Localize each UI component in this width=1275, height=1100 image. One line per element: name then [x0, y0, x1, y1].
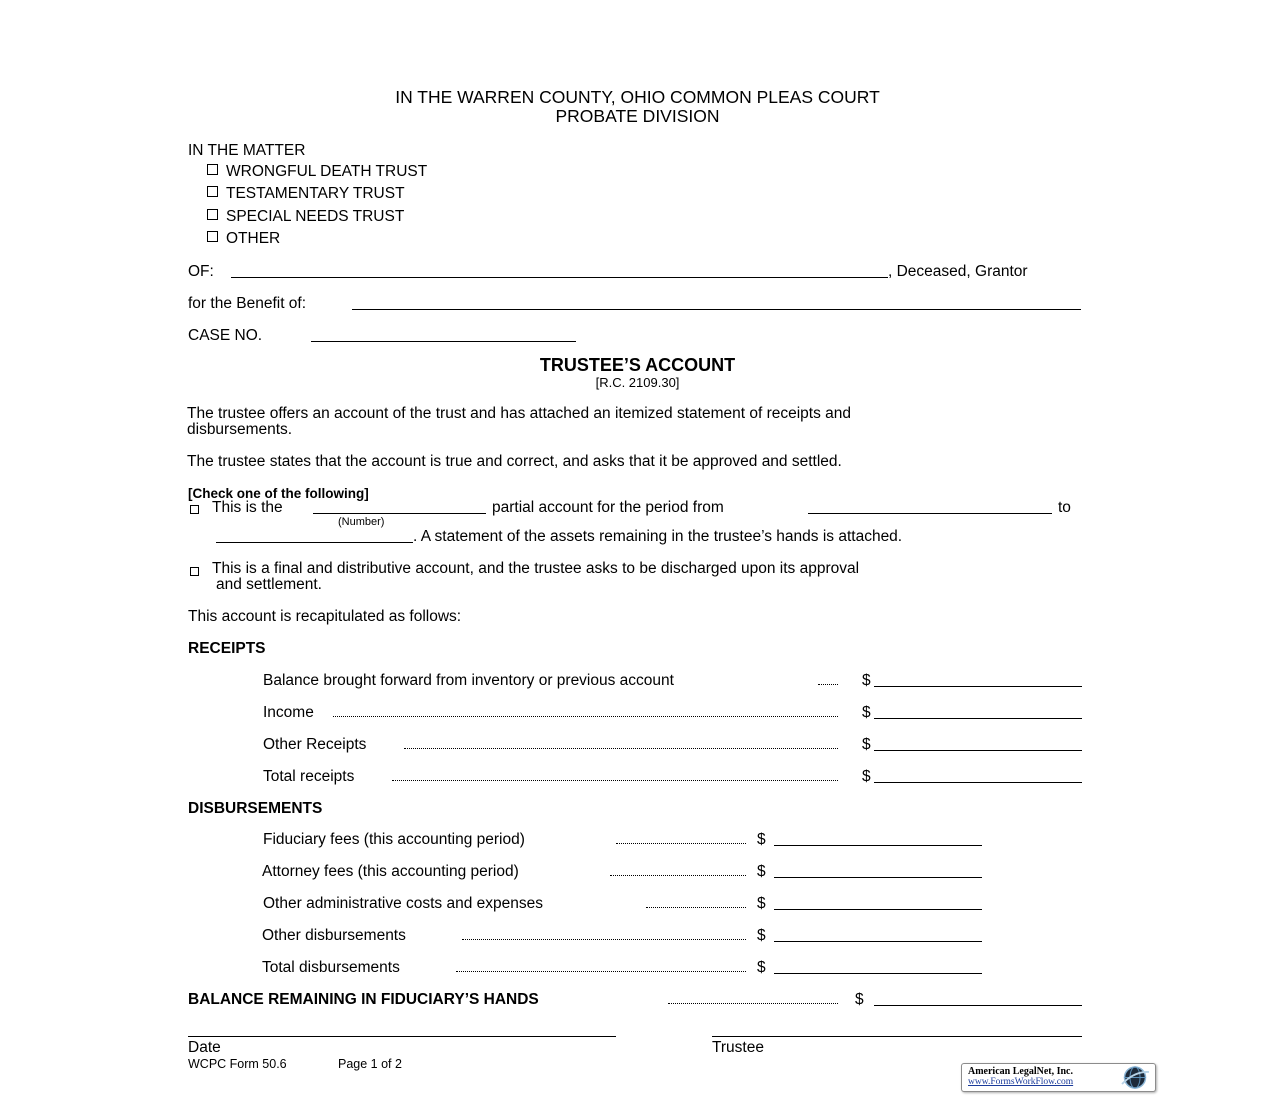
balance-label: BALANCE REMAINING IN FIDUCIARY’S HANDS [188, 991, 539, 1008]
disbursement-label-fiduciary-fees: Fiduciary fees (this accounting period) [263, 831, 525, 848]
period-to-field[interactable] [216, 542, 413, 543]
paragraph-1-line-2: disbursements. [187, 421, 293, 438]
checkbox[interactable] [207, 209, 218, 220]
balance-amount[interactable] [874, 1005, 1082, 1006]
final-account-checkbox[interactable] [190, 567, 199, 576]
leader-dots [646, 907, 746, 908]
disbursement-amount-admin-costs[interactable] [774, 909, 982, 910]
receipt-amount-total[interactable] [874, 782, 1082, 783]
benefit-label: for the Benefit of: [188, 295, 307, 312]
disbursement-label-attorney-fees: Attorney fees (this accounting period) [262, 863, 519, 880]
leader-dots [610, 875, 746, 876]
disbursement-amount-attorney-fees[interactable] [774, 877, 982, 878]
final-text-line-2: and settlement. [216, 576, 322, 593]
period-from-field[interactable] [808, 513, 1052, 514]
grantor-suffix: , Deceased, Grantor [888, 263, 1028, 280]
globe-icon [1118, 1065, 1152, 1090]
disbursement-amount-other[interactable] [774, 941, 982, 942]
receipt-label-other: Other Receipts [263, 736, 367, 753]
checkbox[interactable] [207, 164, 218, 175]
case-number-field[interactable] [311, 341, 576, 342]
currency-sign: $ [862, 704, 871, 721]
currency-sign: $ [757, 831, 766, 848]
americanlegalnet-logo[interactable] [961, 1063, 1156, 1092]
partial-text-b: partial account for the period from [492, 499, 724, 516]
matter-option-testamentary[interactable]: TESTAMENTARY TRUST [207, 185, 405, 203]
disbursement-label-total: Total disbursements [262, 959, 400, 976]
matter-option-wrongful-death[interactable]: WRONGFUL DEATH TRUST [207, 163, 427, 181]
checkbox[interactable] [207, 186, 218, 197]
case-label: CASE NO. [188, 327, 263, 344]
checkbox[interactable] [207, 231, 218, 242]
logo-url[interactable]: www.FormsWorkFlow.com [968, 1077, 1074, 1087]
disbursements-heading: DISBURSEMENTS [188, 800, 323, 817]
page-number: Page 1 of 2 [338, 1057, 402, 1071]
account-number-field[interactable] [313, 513, 486, 514]
number-caption: (Number) [338, 516, 385, 528]
beneficiary-field[interactable] [352, 309, 1081, 310]
partial-text-a: This is the [212, 499, 283, 516]
currency-sign: $ [862, 672, 871, 689]
of-label: OF: [188, 263, 214, 280]
leader-dots [456, 971, 746, 972]
form-title: TRUSTEE’S ACCOUNT [539, 355, 736, 375]
court-name: IN THE WARREN COUNTY, OHIO COMMON PLEAS COURT [395, 87, 880, 107]
receipt-label-income: Income [263, 704, 314, 721]
currency-sign: $ [757, 863, 766, 880]
paragraph-1-line-1: The trustee offers an account of the trust and has attached an itemized statement of receipts and [187, 405, 852, 422]
statute-reference: [R.C. 2109.30] [595, 375, 680, 390]
leader-dots [462, 939, 746, 940]
matter-option-special-needs[interactable]: SPECIAL NEEDS TRUST [207, 208, 404, 226]
receipt-amount-income[interactable] [874, 718, 1082, 719]
leader-dots [818, 684, 838, 685]
leader-dots [616, 843, 746, 844]
final-text-line-1: This is a final and distributive account, and the trustee asks to be discharged upon its approval [212, 560, 860, 577]
check-heading: [Check one of the following] [188, 486, 369, 501]
partial-text-c: to [1058, 499, 1071, 516]
matter-heading: IN THE MATTER [188, 142, 306, 159]
logo-company: American LegalNet, Inc. [968, 1066, 1073, 1077]
disbursement-amount-fiduciary-fees[interactable] [774, 845, 982, 846]
matter-option-other[interactable]: OTHER [207, 230, 280, 248]
receipt-amount-other[interactable] [874, 750, 1082, 751]
leader-dots [668, 1003, 838, 1004]
grantor-name-field[interactable] [231, 277, 888, 278]
partial-text-line-2: . A statement of the assets remaining in the trustee’s hands is attached. [413, 528, 903, 545]
date-signature-line[interactable] [188, 1036, 616, 1037]
receipts-heading: RECEIPTS [188, 640, 266, 657]
form-number: WCPC Form 50.6 [188, 1057, 287, 1071]
leader-dots [333, 716, 838, 717]
receipt-amount-balance-forward[interactable] [874, 686, 1082, 687]
receipt-label-balance-forward: Balance brought forward from inventory or previous account [263, 672, 674, 689]
currency-sign: $ [862, 768, 871, 785]
court-division: PROBATE DIVISION [555, 106, 720, 126]
paragraph-2: The trustee states that the account is true and correct, and asks that it be approved and settled. [187, 453, 842, 470]
currency-sign: $ [855, 991, 864, 1008]
date-label: Date [188, 1039, 221, 1056]
trustee-signature-line[interactable] [712, 1036, 1082, 1037]
leader-dots [392, 780, 838, 781]
leader-dots [404, 748, 838, 749]
currency-sign: $ [757, 959, 766, 976]
currency-sign: $ [757, 927, 766, 944]
disbursement-label-other: Other disbursements [262, 927, 406, 944]
currency-sign: $ [862, 736, 871, 753]
trustee-label: Trustee [712, 1039, 764, 1056]
partial-account-checkbox[interactable] [190, 505, 199, 514]
disbursement-amount-total[interactable] [774, 973, 982, 974]
recap-text: This account is recapitulated as follows: [188, 608, 462, 625]
disbursement-label-admin-costs: Other administrative costs and expenses [263, 895, 543, 912]
receipt-label-total: Total receipts [263, 768, 355, 785]
currency-sign: $ [757, 895, 766, 912]
